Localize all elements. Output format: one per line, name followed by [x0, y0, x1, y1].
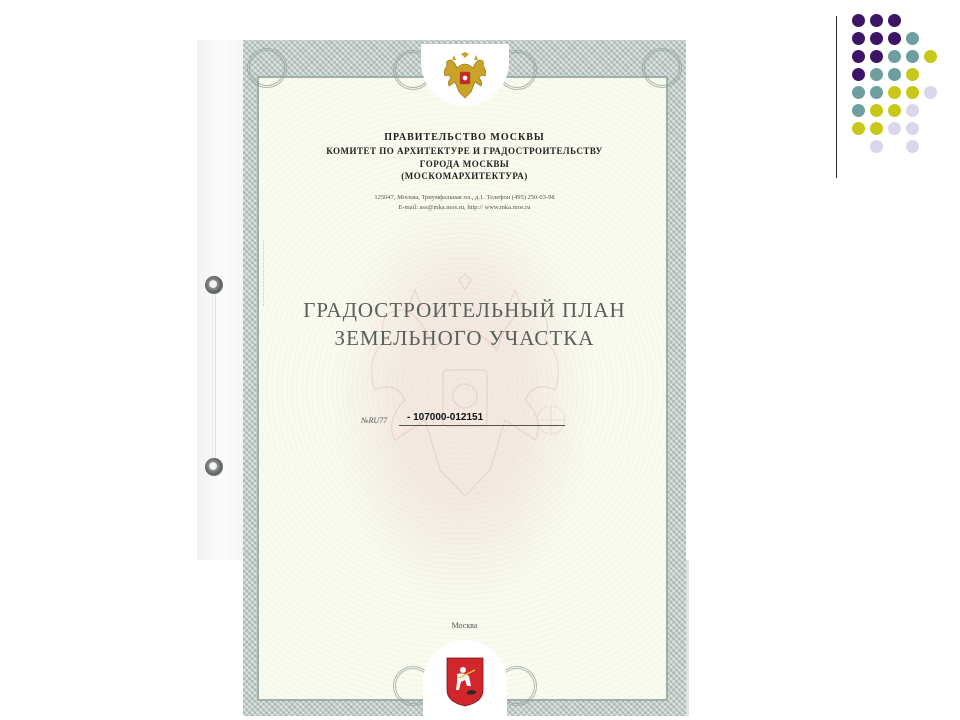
- decorative-dot: [888, 122, 901, 135]
- decorative-dot: [870, 86, 883, 99]
- document-title-line-1: ГРАДОСТРОИТЕЛЬНЫЙ ПЛАН: [303, 298, 626, 322]
- decorative-dot: [906, 122, 919, 135]
- issuer-government: ПРАВИТЕЛЬСТВО МОСКВЫ: [384, 132, 545, 143]
- decorative-dot: [870, 140, 883, 153]
- decorative-dot: [870, 32, 883, 45]
- decorative-dot-grid: [852, 14, 952, 164]
- grommet-icon: [205, 276, 223, 294]
- decorative-dot: [852, 122, 865, 135]
- address-line: 125047, Москва, Триумфальная пл., д.1. Телефон (495) 250-03-98: [374, 194, 555, 201]
- decorative-dot: [888, 104, 901, 117]
- contact-line: E-mail: ass@mka.mos.ru, http:// www.mka.mos.ru: [398, 204, 531, 211]
- decorative-dot: [852, 104, 865, 117]
- decorative-dot: [870, 104, 883, 117]
- microtext-right: ~~~~~~~~~~~~~~~~~~: [663, 240, 668, 307]
- decorative-dot: [852, 50, 865, 63]
- divider-line: [836, 16, 837, 178]
- issuer-city: ГОРОДА МОСКВЫ: [419, 159, 510, 169]
- grommet-icon: [205, 458, 223, 476]
- document-number: - 107000-012151: [407, 412, 484, 423]
- decorative-dot: [888, 32, 901, 45]
- decorative-dot: [924, 50, 937, 63]
- russian-double-headed-eagle-icon: [441, 52, 489, 102]
- decorative-dot: [888, 68, 901, 81]
- corner-ornament: [247, 48, 287, 88]
- decorative-dot: [888, 14, 901, 27]
- issuer-committee: КОМИТЕТ ПО АРХИТЕКТУРЕ И ГРАДОСТРОИТЕЛЬСТВУ: [326, 146, 603, 156]
- decorative-dot: [906, 68, 919, 81]
- binding-cord: [212, 285, 216, 470]
- microtext-left: ~~~~~~~~~~~~~~~~~~: [260, 240, 265, 307]
- corner-ornament: [642, 48, 682, 88]
- issuer-abbreviation: (МОСКОМАРХИТЕКТУРА): [401, 171, 528, 181]
- decorative-dot: [870, 14, 883, 27]
- decorative-dot: [906, 86, 919, 99]
- certificate-page: [243, 40, 686, 716]
- page-edge-shadow: [686, 560, 689, 716]
- decorative-dot: [852, 68, 865, 81]
- decorative-dot: [852, 32, 865, 45]
- moscow-coat-of-arms-icon: [445, 656, 485, 708]
- decorative-dot: [906, 32, 919, 45]
- decorative-dot: [906, 140, 919, 153]
- decorative-dot: [870, 50, 883, 63]
- decorative-dot: [888, 50, 901, 63]
- binder-strip: [197, 40, 243, 560]
- issue-city: Москва: [451, 621, 478, 630]
- decorative-dot: [888, 86, 901, 99]
- decorative-dot: [852, 14, 865, 27]
- coat-of-arms-cartouche: [423, 640, 507, 716]
- decorative-dot: [924, 86, 937, 99]
- decorative-dot: [906, 104, 919, 117]
- number-underline: [399, 425, 565, 426]
- decorative-dot: [906, 50, 919, 63]
- decorative-dot: [870, 122, 883, 135]
- decorative-dot: [870, 68, 883, 81]
- decorative-dot: [852, 86, 865, 99]
- document-title-line-2: ЗЕМЕЛЬНОГО УЧАСТКА: [334, 326, 595, 350]
- document-number-prefix: №RU77: [361, 416, 388, 425]
